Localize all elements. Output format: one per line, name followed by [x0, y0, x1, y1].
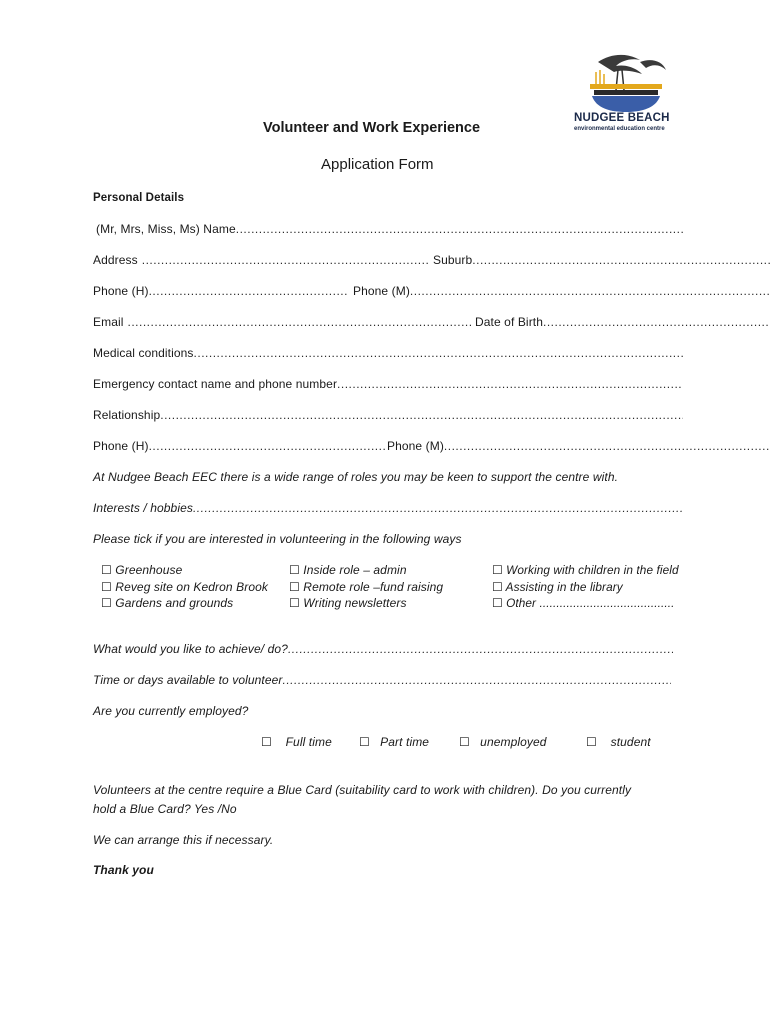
checkbox-icon[interactable]: ☐ [289, 596, 300, 610]
section-personal-heading: Personal Details [93, 192, 185, 204]
checkbox-icon[interactable]: ☐ [101, 579, 112, 594]
phone-h-label: Phone (H) [93, 284, 149, 298]
checkbox-icon[interactable]: ☐ [492, 596, 503, 610]
phone-h2-label: Phone (H) [93, 439, 149, 453]
role-label: Gardens and grounds [115, 596, 234, 610]
logo [570, 50, 682, 136]
checkbox-icon[interactable]: ☐ [492, 563, 503, 577]
role-label: Inside role – admin [303, 563, 407, 577]
roles-column-3 [492, 562, 679, 612]
role-label: Remote role –fund raising [303, 579, 444, 594]
address-label: Address [93, 253, 138, 267]
role-label: Other ........................................ [506, 596, 675, 610]
logo-title: NUDGEE BEACH [574, 112, 670, 124]
phone-m2-label: Phone (M) [387, 439, 444, 453]
role-option[interactable] [101, 562, 268, 579]
role-label: Working with children in the field [506, 563, 679, 577]
time-field[interactable] [93, 673, 671, 687]
name-label: (Mr, Mrs, Miss, Ms) Name [96, 222, 236, 236]
medical-line[interactable] [194, 346, 683, 360]
roles-column-2 [289, 562, 443, 612]
role-option[interactable] [289, 562, 443, 579]
emergency-field[interactable] [93, 377, 683, 391]
suburb-field[interactable] [433, 253, 770, 267]
role-option[interactable] [101, 595, 268, 612]
dob-label: Date of Birth [475, 315, 543, 329]
time-label: Time or days available to volunteer [93, 673, 283, 687]
checkbox-icon[interactable]: ☐ [289, 563, 300, 577]
interests-line[interactable] [193, 501, 683, 515]
relationship-field[interactable] [93, 408, 683, 422]
phone-m-label: Phone (M) [353, 284, 410, 298]
time-line[interactable] [283, 673, 672, 687]
dob-line[interactable] [543, 315, 770, 329]
address-field[interactable] [93, 253, 429, 267]
phone-row [93, 284, 683, 298]
role-option[interactable] [492, 562, 679, 579]
suburb-line[interactable] [472, 253, 770, 267]
phone-m2-field[interactable] [387, 439, 770, 453]
role-label: Greenhouse [115, 563, 183, 577]
employment-option-part-time[interactable] [359, 735, 429, 749]
phone-h2-field[interactable] [93, 439, 387, 453]
emergency-line[interactable] [337, 377, 683, 391]
achieve-line[interactable] [288, 642, 673, 656]
role-option[interactable] [492, 579, 679, 596]
emergency-label: Emergency contact name and phone number [93, 377, 338, 391]
relationship-label: Relationship [93, 408, 161, 422]
checkbox-icon[interactable]: ☐ [261, 735, 272, 749]
suburb-label: Suburb [433, 253, 473, 267]
checkbox-icon[interactable]: ☐ [459, 735, 470, 749]
phone-row-2 [93, 439, 683, 453]
phone-h2-line[interactable] [149, 439, 387, 453]
employment-label: student [610, 735, 651, 749]
phone-m-field[interactable] [353, 284, 770, 298]
employment-label: unemployed [480, 735, 547, 749]
email-line[interactable] [128, 315, 471, 329]
phone-h-field[interactable] [93, 284, 349, 298]
bluecard-text-line-1: Volunteers at the centre require a Blue Card (suitability card to work with children). Do you currently [93, 783, 632, 797]
intro-text: At Nudgee Beach EEC there is a wide range of roles you may be keen to support the centre with. [93, 470, 619, 484]
employment-option-unemployed[interactable] [459, 735, 547, 749]
bluecard-text-line-2: hold a Blue Card? Yes /No [93, 802, 237, 816]
role-option[interactable] [289, 595, 443, 612]
checkbox-icon[interactable]: ☐ [101, 596, 112, 610]
phone-m2-line[interactable] [444, 439, 770, 453]
employment-option-student[interactable] [586, 735, 651, 749]
email-row [93, 315, 683, 329]
phone-m-line[interactable] [410, 284, 770, 298]
checkbox-icon[interactable]: ☐ [289, 579, 300, 594]
roles-column-1 [101, 562, 268, 612]
form-title: Volunteer and Work Experience [263, 120, 481, 136]
medical-field[interactable] [93, 346, 683, 360]
thank-you: Thank you [93, 863, 154, 877]
employment-label: Part time [380, 735, 430, 749]
role-option[interactable] [289, 579, 443, 596]
employment-option-full-time[interactable] [261, 735, 332, 749]
role-label: Reveg site on Kedron Brook [115, 579, 268, 594]
tick-prompt: Please tick if you are interested in volunteering in the following ways [93, 532, 462, 546]
checkbox-icon[interactable]: ☐ [586, 735, 597, 749]
relationship-line[interactable] [160, 408, 683, 422]
email-label: Email [93, 315, 124, 329]
address-line[interactable] [142, 253, 429, 267]
checkbox-icon[interactable]: ☐ [359, 735, 370, 749]
role-label: Assisting in the library [505, 579, 623, 594]
logo-subtitle: environmental education centre [574, 126, 665, 132]
interests-label: Interests / hobbies [93, 501, 193, 515]
dob-field[interactable] [475, 315, 770, 329]
address-row [93, 253, 683, 267]
name-line[interactable] [236, 222, 683, 236]
medical-label: Medical conditions [93, 346, 194, 360]
employment-label: Full time [285, 735, 332, 749]
role-label: Writing newsletters [303, 596, 407, 610]
checkbox-icon[interactable]: ☐ [492, 579, 503, 594]
role-option[interactable] [492, 595, 679, 612]
form-subtitle: Application Form [321, 156, 434, 173]
achieve-label: What would you like to achieve/ do? [93, 642, 288, 656]
email-field[interactable] [93, 315, 471, 329]
interests-field[interactable] [93, 501, 683, 515]
nudgee-beach-logo-icon [570, 50, 682, 114]
arrange-text: We can arrange this if necessary. [93, 833, 274, 847]
checkbox-icon[interactable]: ☐ [101, 563, 112, 577]
role-option[interactable] [101, 579, 268, 596]
name-field[interactable] [93, 222, 683, 236]
employed-question: Are you currently employed? [93, 704, 249, 718]
phone-h-line[interactable] [149, 284, 349, 298]
achieve-field[interactable] [93, 642, 673, 656]
